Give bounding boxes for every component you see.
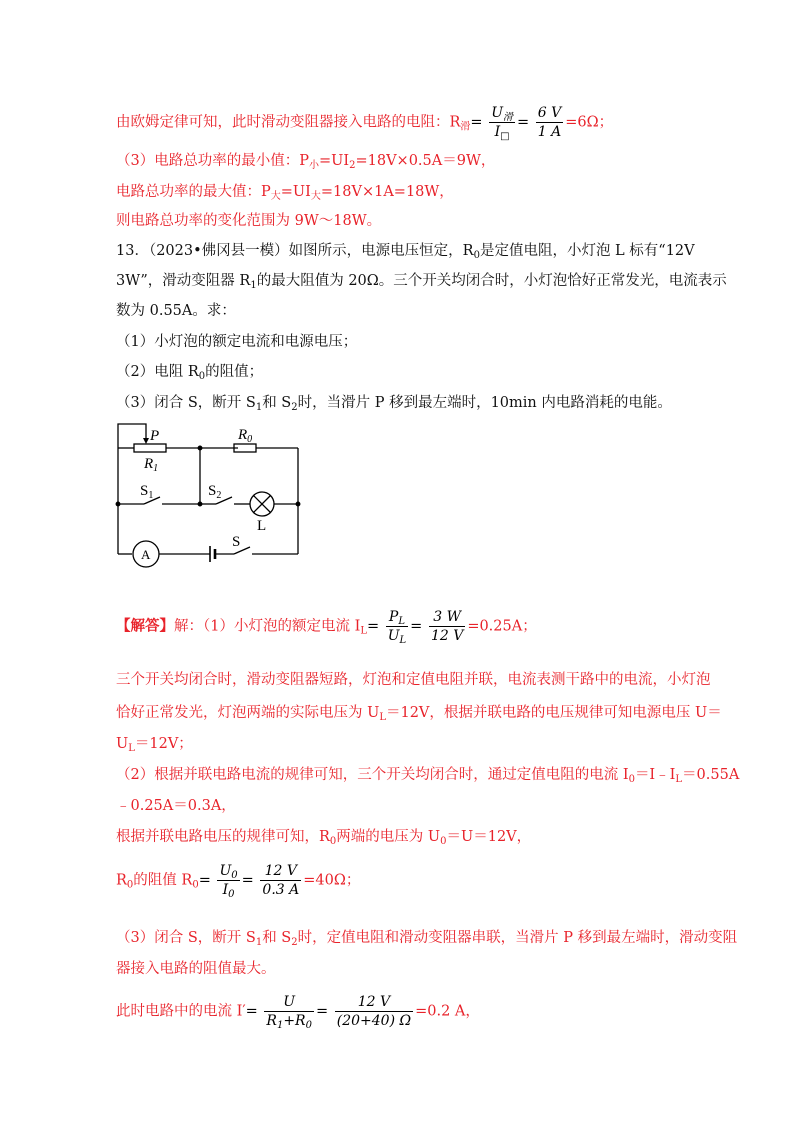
fraction-pl-over-ul: $\frac{P_L}{U_L}$ — [387, 609, 407, 646]
label-a: A — [141, 547, 151, 562]
fraction-u0-over-i0: $\frac{U_0}{I_0}$ — [219, 863, 238, 900]
answer-part3-line2: 器接入电路的阻值最大。 — [116, 961, 276, 977]
answer-part2-line3: 根据并联电路电压的规律可知，$R_0$两端的电压为 $U_0=U=12V$， — [116, 829, 532, 847]
question-13-part2: （2）电阻 $R_0$的阻值； — [116, 364, 264, 382]
answer-part3-line1: （3）闭合 S，断开 $S_1$和 $S_2$时，定值电阻和滑动变阻器串联，当滑片 P 移到最左端时，滑动变阻 — [116, 930, 738, 948]
fraction-12v-over-60-ohm: $\frac{12 V}{(20+40) \Omega}$ — [336, 994, 412, 1029]
ohm-law-line: 由欧姆定律可知，此时滑动变阻器接入电路的电阻：$R_滑=$ $\frac{U_滑}{I_□}$ = $\frac{6 V}{1 A}$ =6Ω； — [116, 105, 614, 142]
label-l: L — [257, 518, 267, 534]
label-p: P — [150, 428, 160, 444]
fraction-u-over-i: $\frac{U_滑}{I_□}$ — [491, 105, 513, 142]
answer-part2-line2: ﹣0.25A＝0.3A， — [116, 798, 236, 814]
answer-para1-line1: 三个开关均闭合时，滑动变阻器短路，灯泡和定值电阻并联，电流表测干路中的电流，小灯泡 — [116, 672, 711, 688]
slider-arrow — [143, 438, 149, 444]
question-13-part1: （1）小灯泡的额定电流和电源电压； — [116, 334, 358, 350]
question-13-line1: 13．（2023•佛冈县一模）如图所示，电源电压恒定，$R_0$是定值电阻，小灯泡 L 标有“12V — [116, 243, 695, 261]
junction-dot — [198, 446, 202, 450]
question-13-part3: （3）闭合 S，断开 $S_1$和 $S_2$时，当滑片 P 移到最左端时，10min 内电路消耗的电能。 — [116, 395, 672, 413]
fraction-12v-over-0-3a: $\frac{12 V}{0.3 A}$ — [262, 863, 300, 898]
answer-current-line: 此时电路中的电流 I′= $\frac{U}{R_1+R_0}$ = $\frac{12 V}{(20+40) \Omega}$ =0.2 A， — [116, 994, 480, 1031]
answer-r0-line: $R_0$的阻值 $R_0=$ $\frac{U_0}{I_0}$ = $\frac{12 V}{0.3 A}$ =40Ω； — [116, 863, 361, 900]
question-13-line3: 数为 0.55A。求： — [116, 303, 236, 319]
fraction-3w-over-12v: $\frac{3 W}{12 V}$ — [430, 609, 464, 644]
label-s: S — [232, 534, 241, 550]
label-r0: $R_0$ — [238, 427, 253, 445]
fraction-u-over-r1-plus-r0: $\frac{U}{R_1+R_0}$ — [266, 994, 312, 1031]
answer-para1-line3: $U_L=12V$； — [116, 736, 193, 754]
label-s2: $S_2$ — [208, 483, 222, 501]
junction-dot — [296, 502, 300, 506]
min-power-line: （3）电路总功率的最小值：$P_小=UI_2=18V\times 0.5A=9W$， — [116, 153, 496, 171]
question-13-line2: 3W”，滑动变阻器 $R_1$的最大阻值为 20Ω。三个开关均闭合时，小灯泡恰好正常发光，电流表示 — [116, 273, 727, 291]
answer-tag: 【解答】 — [116, 617, 174, 635]
circuit-diagram — [110, 418, 310, 568]
fraction-6v-over-1a: $\frac{6 V}{1 A}$ — [537, 105, 562, 140]
answer-para1-line2: 恰好正常发光，灯泡两端的实际电压为 $U_L=12V$，根据并联电路的电压规律可知电源电压 U＝ — [116, 705, 722, 723]
rheostat-r1 — [134, 444, 166, 452]
label-r1: $R_1$ — [144, 456, 159, 474]
label-s1: $S_1$ — [140, 483, 154, 501]
power-range-line: 则电路总功率的变化范围为 9W～18W。 — [116, 213, 382, 229]
answer-line1: 【解答】解：（1）小灯泡的额定电流 $I_L=$ $\frac{P_L}{U_L}$ = $\frac{3 W}{12 V}$ =0.25A； — [116, 609, 537, 646]
answer-part2-line1: （2）根据并联电路电流的规律可知，三个开关均闭合时，通过定值电阻的电流 $I_0=I﹣I_L=0.55A$ — [116, 767, 740, 785]
max-power-line: 电路总功率的最大值：$P_大=UI_大=18V\times 1A=18W$， — [116, 184, 454, 202]
